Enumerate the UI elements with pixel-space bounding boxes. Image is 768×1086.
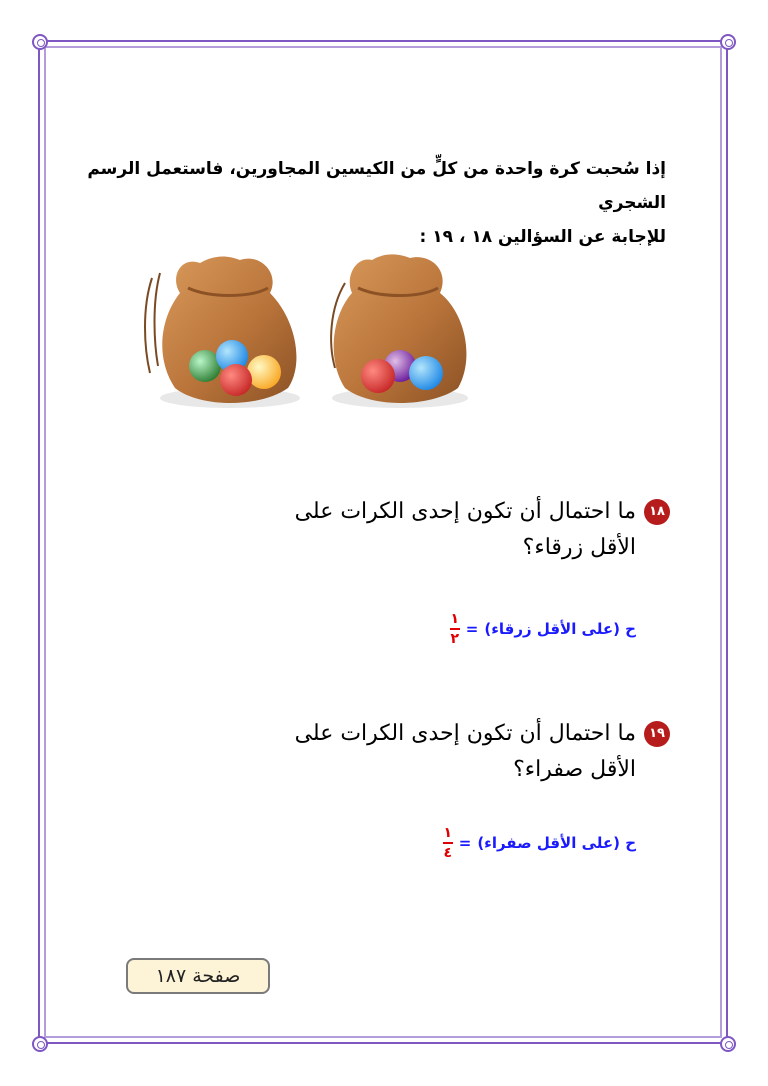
- answer-fraction: [443, 826, 453, 860]
- intro-paragraph: [86, 152, 666, 254]
- question-18: [250, 494, 670, 566]
- question-text-line-1: ما احتمال أن تكون إحدى الكرات على: [294, 499, 636, 524]
- drawstring-bag-icon: [331, 254, 468, 408]
- marble-icon: [247, 355, 281, 389]
- intro-line-1: إذا سُحبت كرة واحدة من كلٍّ من الكيسين المجاورين، فاستعمل الرسم الشجري: [87, 159, 666, 213]
- marble-icon: [220, 364, 252, 396]
- equals-sign: =: [465, 620, 479, 638]
- question-text-line-1: ما احتمال أن تكون إحدى الكرات على: [294, 721, 636, 746]
- question-text-line-2: الأقل زرقاء؟: [522, 535, 636, 560]
- fraction-denominator: ٤: [443, 845, 453, 861]
- corner-ornament-icon: [720, 34, 736, 50]
- answer-fraction: [450, 612, 460, 646]
- corner-ornament-icon: [32, 34, 48, 50]
- intro-line-2: للإجابة عن السؤالين ١٨ ، ١٩ :: [419, 227, 666, 247]
- corner-ornament-icon: [32, 1036, 48, 1052]
- equals-sign: =: [458, 834, 472, 852]
- bags-illustration: [140, 248, 475, 418]
- question-number-badge: ١٩: [644, 721, 670, 747]
- fraction-numerator: ١: [450, 611, 460, 627]
- fraction-numerator: ١: [443, 825, 453, 841]
- page-number-badge: صفحة ١٨٧: [126, 958, 270, 994]
- marble-icon: [409, 356, 443, 390]
- question-19: [250, 716, 670, 788]
- answer-19: [443, 826, 636, 860]
- answer-label: ح (على الأقل صفراء): [477, 834, 636, 852]
- marble-icon: [361, 359, 395, 393]
- fraction-denominator: ٢: [450, 631, 460, 647]
- question-text-line-2: الأقل صفراء؟: [513, 757, 636, 782]
- drawstring-bag-icon: [145, 256, 300, 408]
- corner-ornament-icon: [720, 1036, 736, 1052]
- fraction-bar: [443, 842, 453, 844]
- answer-18: [450, 612, 636, 646]
- question-number-badge: ١٨: [644, 499, 670, 525]
- fraction-bar: [450, 628, 460, 630]
- answer-label: ح (على الأقل زرقاء): [484, 620, 636, 638]
